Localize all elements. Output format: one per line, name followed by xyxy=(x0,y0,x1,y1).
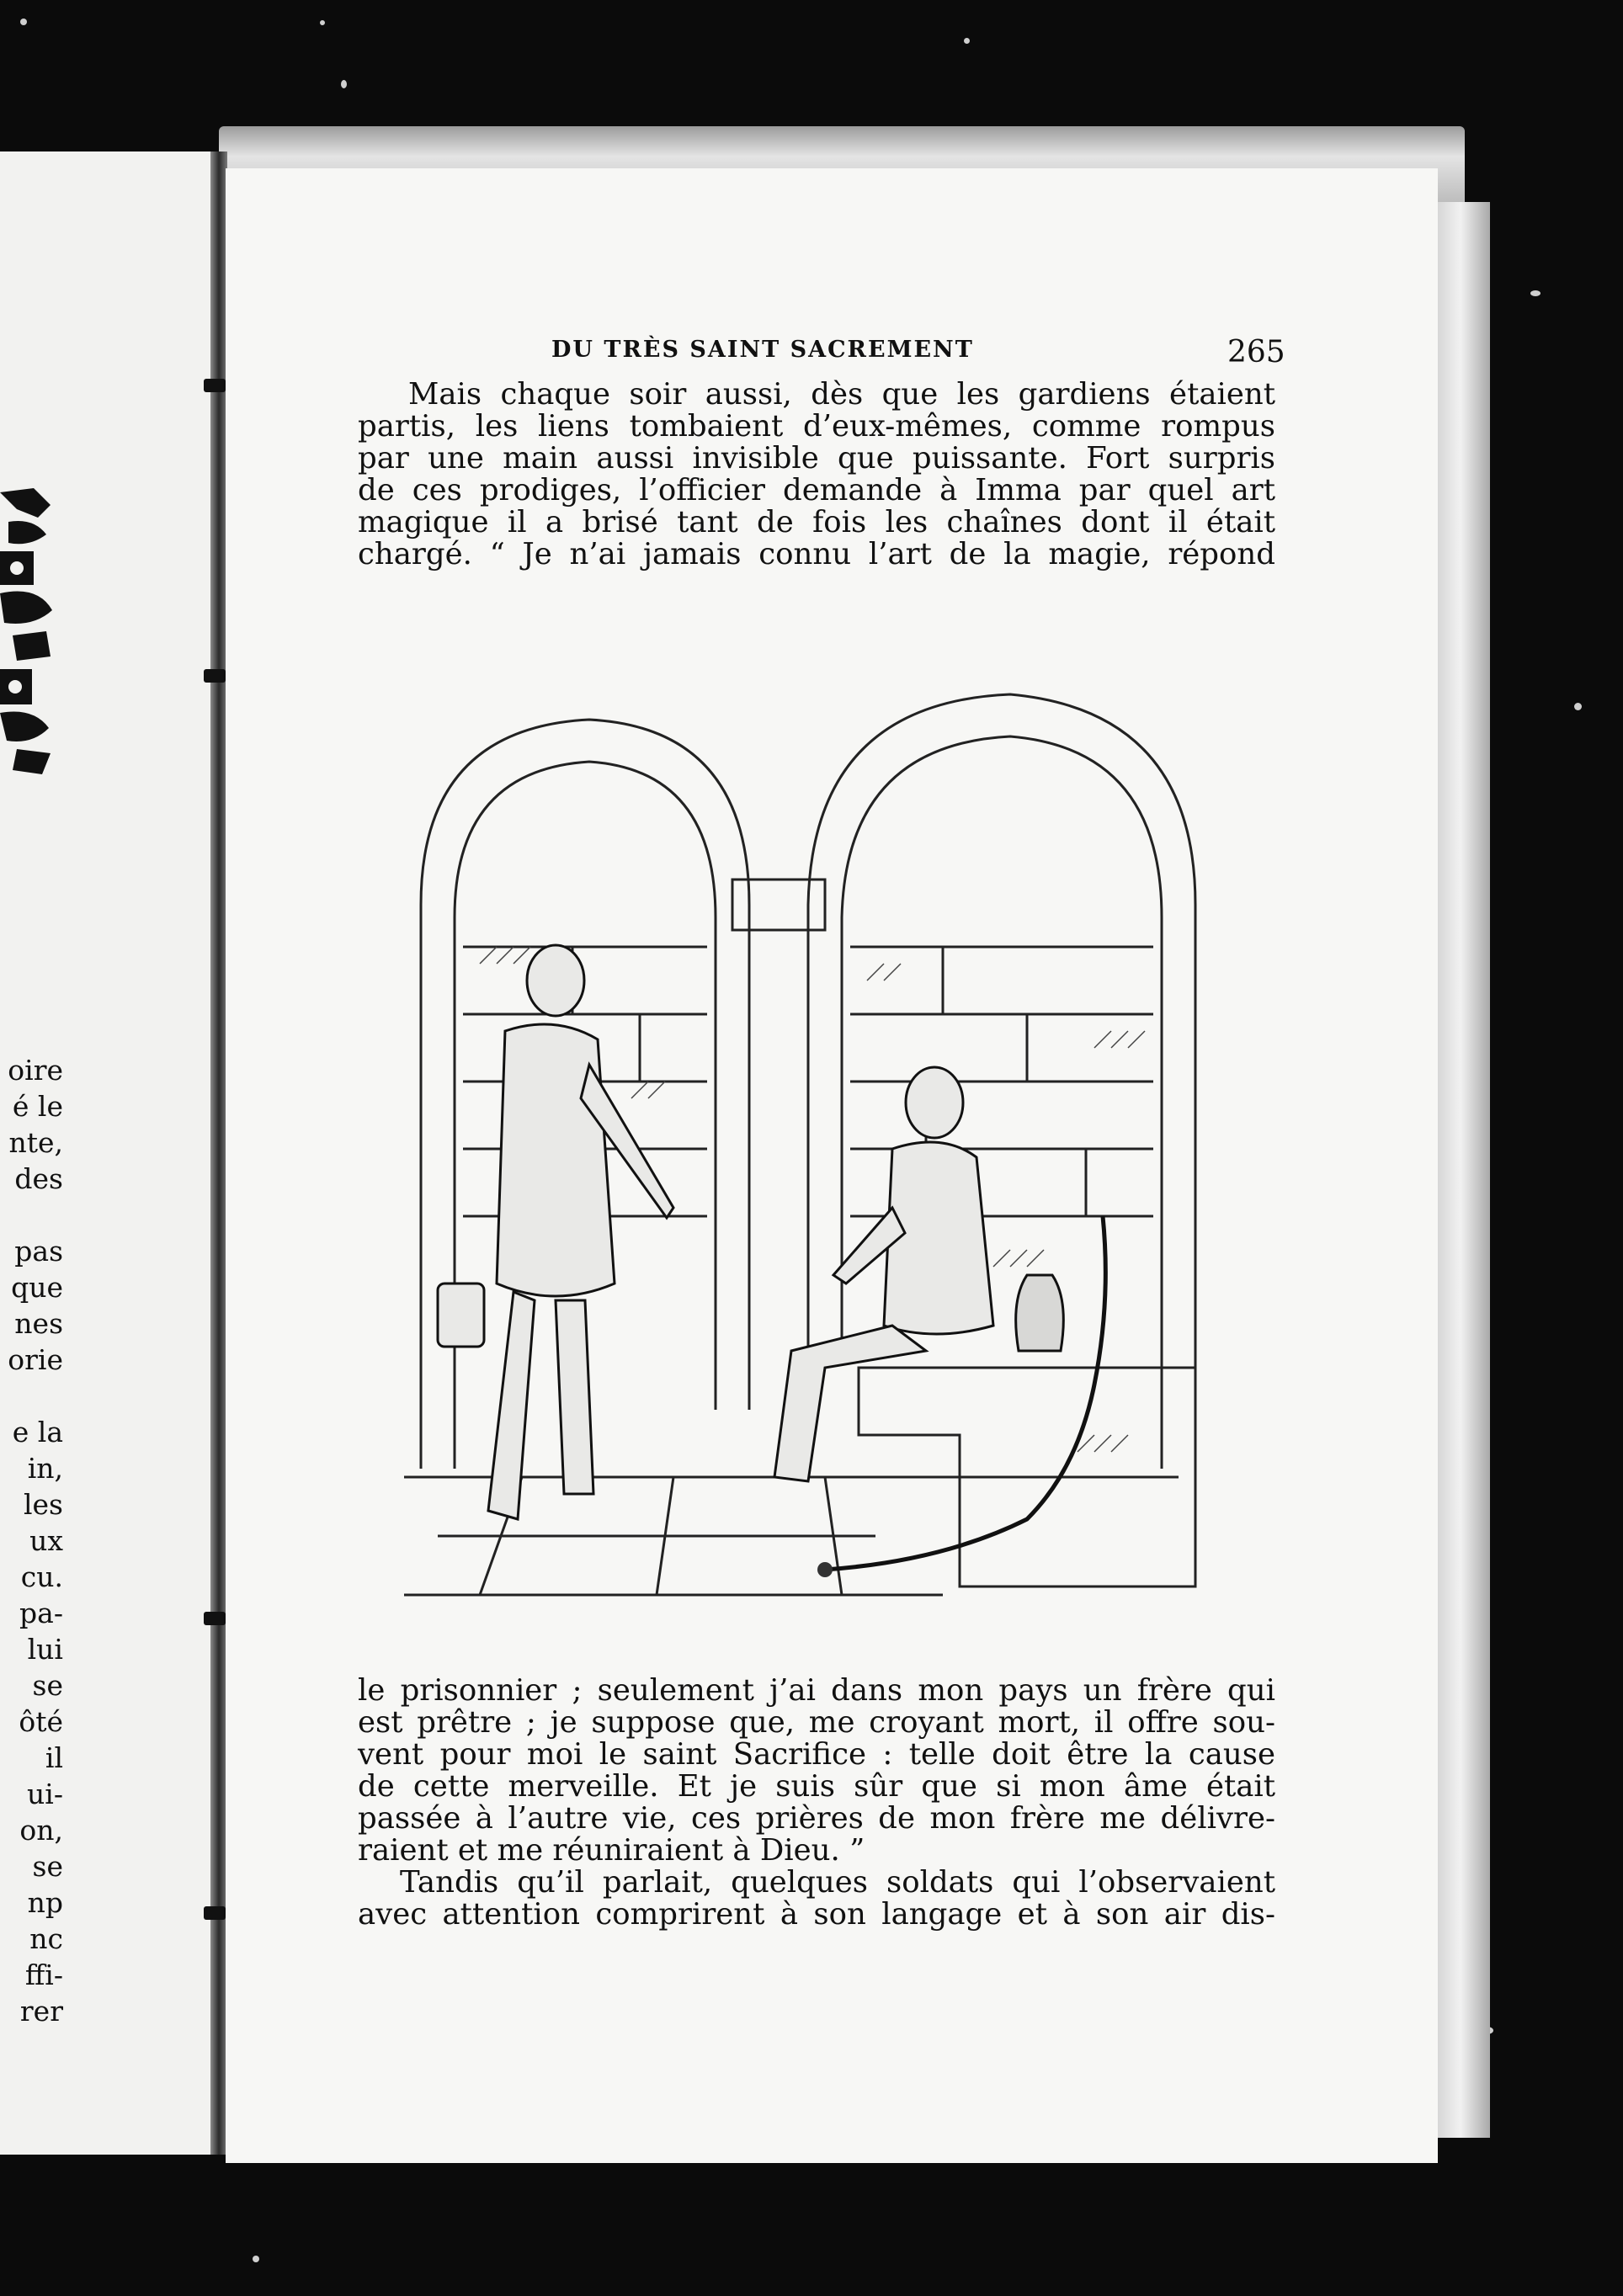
text-line: raient et me réuniraient à Dieu. ” xyxy=(358,1833,865,1868)
text-fragment: e la xyxy=(12,1416,63,1448)
text-line: de ces prodiges, l’officier demande à Imma par quel art xyxy=(358,473,1275,508)
text-fragment: ux xyxy=(29,1524,63,1557)
text-fragment: que xyxy=(11,1271,63,1304)
text-line: Tandis qu’il parlait, quelques soldats qui l’observaient xyxy=(400,1865,1275,1900)
background-speck xyxy=(253,2256,259,2262)
text-line: le prisonnier ; seulement j’ai dans mon pays un frère qui xyxy=(358,1673,1275,1708)
left-page xyxy=(0,151,223,2155)
text-line: de cette merveille. Et je suis sûr que si mon âme était xyxy=(358,1769,1275,1804)
text-fragment: nc xyxy=(29,1922,63,1955)
top-paragraph xyxy=(358,379,1275,571)
binding-stitch xyxy=(204,379,226,392)
binding-stitch xyxy=(204,1906,226,1920)
book-gutter xyxy=(210,151,227,2155)
left-page-text-fragments xyxy=(0,1052,63,2029)
background-speck xyxy=(341,80,347,88)
text-line: passée à l’autre vie, ces prières de mon frère me délivre- xyxy=(358,1801,1275,1836)
text-fragment: se xyxy=(32,1850,63,1883)
text-fragment xyxy=(0,1378,63,1414)
text-fragment: orie xyxy=(8,1343,63,1376)
text-line: chargé. “ Je n’ai jamais connu l’art de la magie, répond xyxy=(358,537,1275,571)
text-fragment xyxy=(0,1197,63,1233)
text-line: par une main aussi invisible que puissante. Fort surpris xyxy=(358,441,1275,476)
text-fragment: des xyxy=(14,1162,63,1195)
text-fragment: lui xyxy=(27,1633,63,1666)
text-fragment: ffi- xyxy=(24,1959,63,1991)
background-speck xyxy=(964,38,970,44)
text-fragment: é le xyxy=(12,1090,63,1123)
background-speck xyxy=(1530,290,1541,296)
text-line: partis, les liens tombaient d’eux-mêmes, comme rompus xyxy=(358,409,1275,444)
text-fragment: se xyxy=(32,1669,63,1702)
binding-stitch xyxy=(204,1612,226,1625)
running-head: DU TRÈS SAINT SACREMENT xyxy=(551,337,974,363)
background-speck xyxy=(20,19,27,25)
text-fragment: nes xyxy=(14,1307,63,1340)
text-fragment: rer xyxy=(19,1995,63,2028)
engraving-illustration xyxy=(354,627,1221,1666)
text-line: Mais chaque soir aussi, dès que les gardiens étaient xyxy=(408,377,1275,412)
text-fragment: pas xyxy=(14,1235,63,1268)
binding-stitch xyxy=(204,669,226,683)
text-fragment: in, xyxy=(27,1452,63,1485)
text-fragment: il xyxy=(45,1741,63,1774)
text-line: avec attention comprirent à son langage et à son air dis- xyxy=(358,1897,1275,1932)
text-fragment: les xyxy=(23,1488,63,1521)
text-fragment: cu. xyxy=(20,1560,63,1593)
text-line: magique il a brisé tant de fois les chaînes dont il était xyxy=(358,505,1275,539)
bottom-paragraph xyxy=(358,1675,1275,1931)
background-speck xyxy=(1574,703,1582,710)
background-speck xyxy=(320,20,325,25)
text-fragment: oire xyxy=(8,1054,63,1087)
book-page-edges xyxy=(1431,202,1490,2138)
text-fragment: pa- xyxy=(19,1597,63,1629)
text-fragment: nte, xyxy=(8,1126,63,1159)
text-fragment: ôté xyxy=(19,1705,63,1738)
text-line: est prêtre ; je suppose que, me croyant mort, il offre sou- xyxy=(358,1705,1275,1740)
text-line: vent pour moi le saint Sacrifice : telle doit être la cause xyxy=(358,1737,1275,1772)
text-fragment: np xyxy=(27,1886,63,1919)
text-fragment: on, xyxy=(19,1814,63,1847)
floral-ornament xyxy=(0,484,59,779)
text-fragment: ui- xyxy=(27,1778,63,1810)
page-number: 265 xyxy=(1227,335,1285,369)
